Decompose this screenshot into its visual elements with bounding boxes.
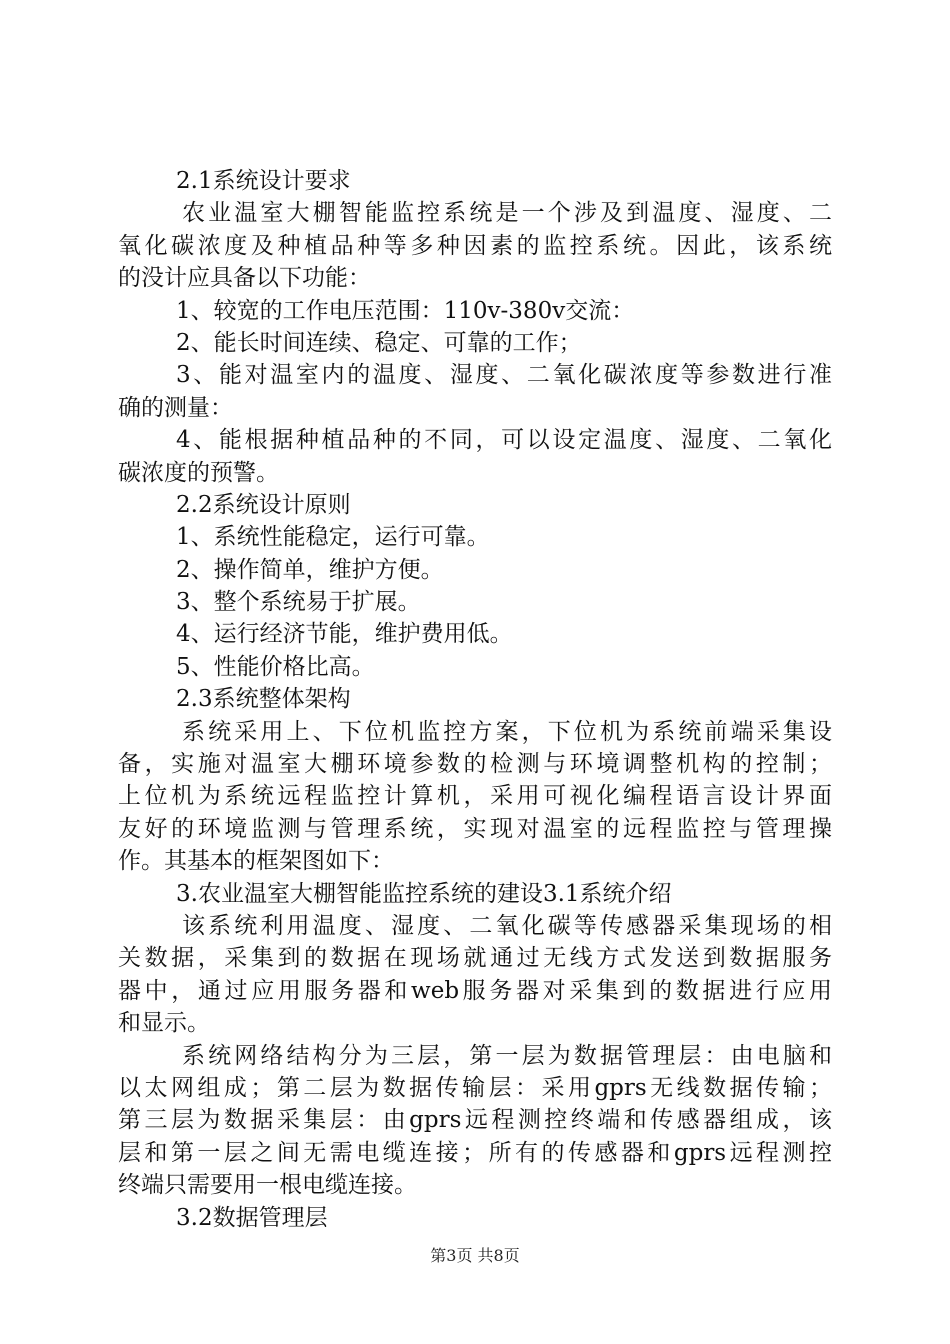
text-line: 2.1系统设计要求 — [176, 168, 351, 194]
text-line: 终端只需要用一根电缆连接。 — [118, 1172, 417, 1199]
text-line: 2.3系统整体架构 — [176, 686, 351, 713]
text-line: 碳浓度的预警。 — [118, 459, 279, 486]
text-line: 4、运行经济节能，维护费用低。 — [176, 621, 513, 648]
text-line: 友好的环境监测与管理系统，实现对温室的远程监控与管理操 — [118, 815, 832, 842]
text-line: 的没计应具备以下功能： — [118, 265, 371, 292]
text-line: 2、能长时间连续、稳定、可靠的工作； — [176, 329, 582, 356]
text-line: 和显示。 — [118, 1010, 210, 1037]
text-line: 确的测量： — [118, 394, 233, 421]
text-line: 以太网组成；第二层为数据传输层：采用gprs无线数据传输； — [118, 1074, 832, 1101]
text-line: 器中，通过应用服务器和web服务器对采集到的数据进行应用 — [118, 977, 832, 1004]
text-line: 2、操作简单，维护方便。 — [176, 556, 444, 583]
text-line: 作。其基本的框架图如下： — [118, 848, 394, 875]
text-line: 5、性能价格比高。 — [176, 653, 375, 680]
text-line: 备，实施对温室大棚环境参数的检测与环境调整机构的控制； — [118, 751, 832, 778]
text-line: 该系统利用温度、湿度、二氧化碳等传感器采集现场的相 — [182, 912, 832, 939]
page-footer — [0, 1245, 950, 1267]
text-line: 第三层为数据采集层：由gprs远程测控终端和传感器组成，该 — [118, 1107, 832, 1134]
text-line: 4、能根据种植品种的不同，可以设定温度、湿度、二氧化 — [176, 427, 832, 454]
text-line: 1、系统性能稳定，运行可靠。 — [176, 524, 490, 551]
text-line: 上位机为系统远程监控计算机，采用可视化编程语言设计界面 — [118, 783, 832, 810]
text-line: 系统采用上、下位机监控方案，下位机为系统前端采集设 — [182, 718, 832, 745]
page-number: 第3页 共8页 — [430, 1246, 520, 1265]
text-line: 氧化碳浓度及种植品种等多种因素的监控系统。因此，该系统 — [118, 232, 832, 259]
text-line: 关数据，采集到的数据在现场就通过无线方式发送到数据服务 — [118, 945, 832, 972]
text-line: 系统网络结构分为三层，第一层为数据管理层：由电脑和 — [182, 1042, 832, 1069]
text-line: 3.农业温室大棚智能监控系统的建设3.1系统介绍 — [176, 880, 672, 907]
document-body — [118, 165, 832, 1234]
text-line: 3、整个系统易于扩展。 — [176, 589, 421, 616]
text-line: 2.2系统设计原则 — [176, 491, 351, 518]
text-line: 3、能对温室内的温度、湿度、二氧化碳浓度等参数进行准 — [176, 362, 832, 389]
text-line: 3.2数据管理层 — [176, 1204, 328, 1231]
text-line: 层和第一层之间无需电缆连接；所有的传感器和gprs远程测控 — [118, 1139, 832, 1166]
text-line: 1、较宽的工作电压范围：110v-380v交流： — [176, 297, 635, 324]
text-line: 农业温室大棚智能监控系统是一个涉及到温度、湿度、二 — [182, 200, 832, 227]
